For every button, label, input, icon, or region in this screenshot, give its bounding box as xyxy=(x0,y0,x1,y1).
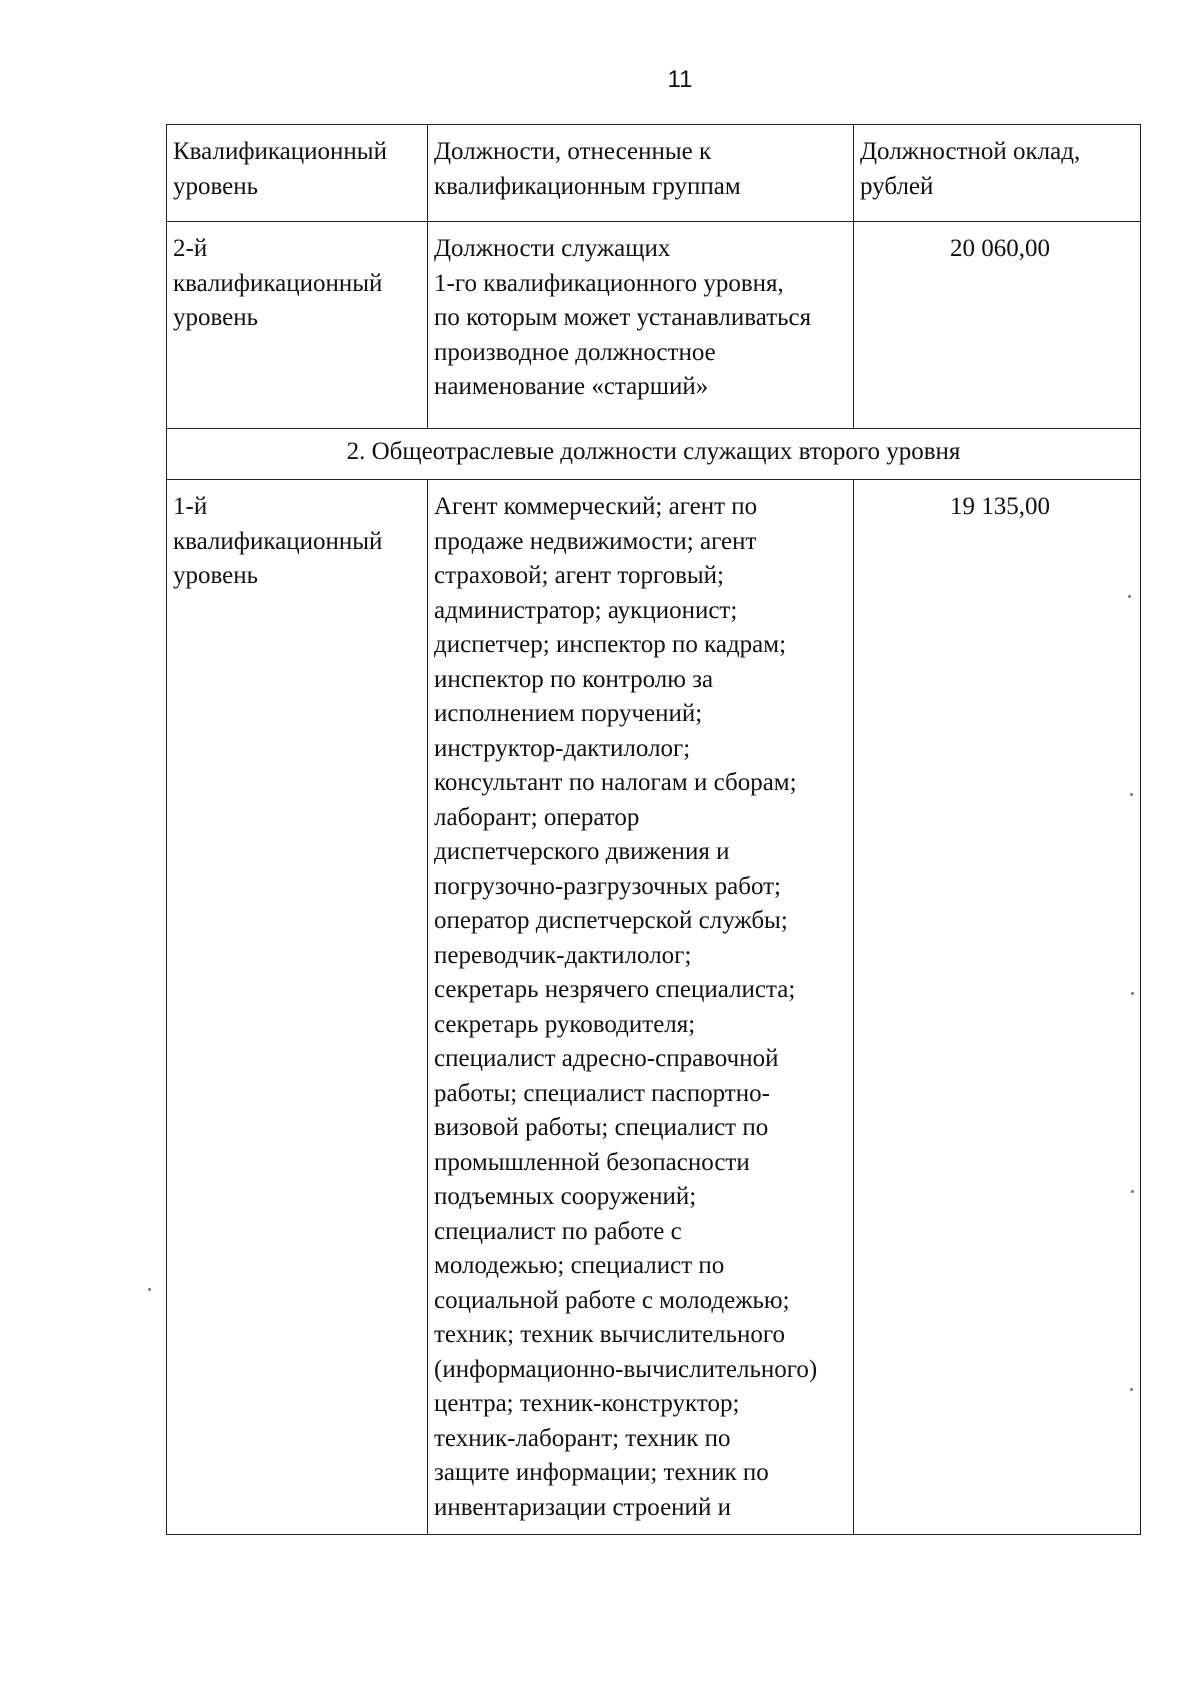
position-text-line: подъемных сооружений; xyxy=(434,1183,697,1210)
position-text-line: страховой; агент торговый; xyxy=(434,562,725,589)
header-text-line: Должности, отнесенные к xyxy=(434,138,712,165)
positions-cell xyxy=(428,480,854,1535)
salary-table xyxy=(166,124,1141,1535)
table-row xyxy=(167,480,1141,1535)
position-text-line: исполнением поручений; xyxy=(434,700,703,727)
position-text-line: погрузочно-разгрузочных работ; xyxy=(434,872,781,900)
header-salary xyxy=(854,125,1141,222)
section-header-row xyxy=(167,429,1141,480)
position-text-line: наименование «старший» xyxy=(434,373,709,400)
level-text-line: квалификационный xyxy=(173,269,383,297)
position-text-line: (информационно-вычислительного) xyxy=(434,1355,818,1383)
position-text-line: 1-го квалификационного уровня, xyxy=(434,269,784,297)
position-text-line: техник-лаборант; техник по xyxy=(434,1424,731,1452)
position-text-line: техник; техник вычислительного xyxy=(434,1321,786,1348)
position-text-line: продаже недвижимости; агент xyxy=(434,527,757,555)
position-text-line: оператор диспетчерской службы; xyxy=(434,907,788,934)
position-text-line: визовой работы; специалист по xyxy=(434,1114,769,1141)
level-text-line: квалификационный xyxy=(173,527,383,555)
positions-cell xyxy=(428,222,854,429)
level-text-line: 2-й xyxy=(173,235,208,262)
section-title: 2. Общеотраслевые должности служащих второго уровня xyxy=(167,429,1141,480)
position-text-line: по которым может устанавливаться xyxy=(434,304,812,331)
scan-speck xyxy=(148,1288,151,1291)
header-text-line: квалификационным группам xyxy=(434,172,741,200)
salary-cell: 20 060,00 xyxy=(854,222,1141,429)
position-text-line: диспетчер; инспектор по кадрам; xyxy=(434,631,787,658)
header-text-line: рублей xyxy=(860,172,934,200)
header-text-line: уровень xyxy=(173,172,259,200)
scan-speck xyxy=(1128,595,1131,598)
position-text-line: работы; специалист паспортно- xyxy=(434,1079,770,1107)
level-text-line: 1-й xyxy=(173,493,208,520)
position-text-line: промышленной безопасности xyxy=(434,1148,750,1176)
position-text-line: инспектор по контролю за xyxy=(434,665,714,693)
position-text-line: администратор; аукционист; xyxy=(434,596,738,624)
header-text-line: Квалификационный xyxy=(173,138,387,165)
page-number: 11 xyxy=(667,66,693,93)
position-text-line: социальной работе с молодежью; xyxy=(434,1286,790,1314)
position-text-line: специалист адресно-справочной xyxy=(434,1045,779,1072)
position-text-line: Должности служащих xyxy=(434,235,671,262)
position-text-line: консультант по налогам и сборам; xyxy=(434,769,797,796)
level-text-line: уровень xyxy=(173,304,259,331)
scan-speck xyxy=(1131,992,1134,995)
position-text-line: инвентаризации строений и xyxy=(434,1493,731,1521)
qualification-level-cell xyxy=(167,222,428,429)
position-text-line: секретарь руководителя; xyxy=(434,1010,696,1038)
position-text-line: секретарь незрячего специалиста; xyxy=(434,976,796,1003)
header-qualification-level xyxy=(167,125,428,222)
table-row xyxy=(167,222,1141,429)
scan-speck xyxy=(1131,1190,1134,1193)
header-text-line: Должностной оклад, xyxy=(860,138,1081,165)
scan-speck xyxy=(1130,793,1133,796)
position-text-line: Агент коммерческий; агент по xyxy=(434,493,758,520)
header-positions xyxy=(428,125,854,222)
level-text-line: уровень xyxy=(173,562,259,589)
position-text-line: переводчик-дактилолог; xyxy=(434,941,692,969)
position-text-line: молодежью; специалист по xyxy=(434,1252,725,1279)
table-header-row xyxy=(167,125,1141,222)
position-text-line: диспетчерского движения и xyxy=(434,838,730,865)
position-text-line: лаборант; оператор xyxy=(434,803,640,831)
scan-speck xyxy=(1130,1388,1133,1391)
position-text-line: защите информации; техник по xyxy=(434,1459,769,1486)
salary-cell: 19 135,00 xyxy=(854,480,1141,1535)
position-text-line: производное должностное xyxy=(434,338,716,366)
position-text-line: центра; техник-конструктор; xyxy=(434,1390,740,1417)
position-text-line: инструктор-дактилолог; xyxy=(434,734,691,762)
qualification-level-cell xyxy=(167,480,428,1535)
position-text-line: специалист по работе с xyxy=(434,1217,682,1245)
